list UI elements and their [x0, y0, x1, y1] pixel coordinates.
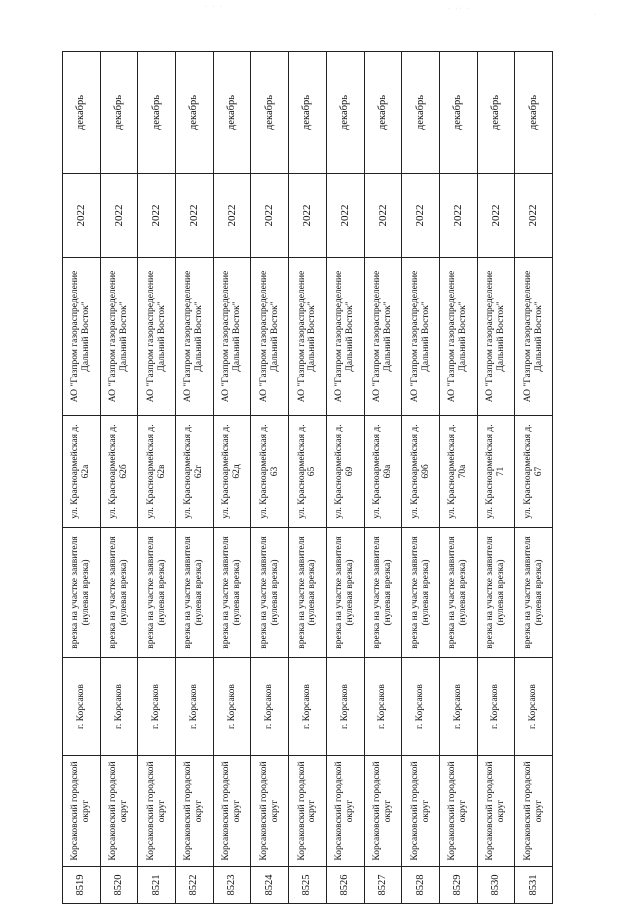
city-cell: г. Корсаков [213, 658, 251, 756]
connection-type-cell: врезка на участке заявителя (нулевая врезка) [402, 528, 440, 658]
table-row [251, 52, 289, 904]
row-number: 8519 [63, 867, 101, 904]
municipality-cell: Корсаковский городской округ [213, 756, 251, 867]
month-cell: декабрь [213, 52, 251, 174]
organization-cell: АО "Газпром газораспределение Дальний Восток" [439, 258, 477, 416]
address-cell: ул. Красноармейская д. 69а [364, 416, 402, 528]
row-number: 8527 [364, 867, 402, 904]
municipality-cell: Корсаковский городской округ [326, 756, 364, 867]
table-row [289, 52, 327, 904]
table-row [138, 52, 176, 904]
table-row [176, 52, 214, 904]
connection-type-cell: врезка на участке заявителя (нулевая врезка) [326, 528, 364, 658]
municipality-cell: Корсаковский городской округ [402, 756, 440, 867]
month-cell: декабрь [477, 52, 515, 174]
year-cell: 2022 [138, 174, 176, 258]
row-number: 8521 [138, 867, 176, 904]
municipality-cell: Корсаковский городской округ [251, 756, 289, 867]
organization-cell: АО "Газпром газораспределение Дальний Восток" [364, 258, 402, 416]
scan-artifact: · · · [205, 4, 224, 10]
year-cell: 2022 [176, 174, 214, 258]
year-cell: 2022 [439, 174, 477, 258]
connection-type-cell: врезка на участке заявителя (нулевая врезка) [515, 528, 553, 658]
month-cell: декабрь [138, 52, 176, 174]
city-cell: г. Корсаков [176, 658, 214, 756]
city-cell: г. Корсаков [477, 658, 515, 756]
table-row [439, 52, 477, 904]
municipality-cell: Корсаковский городской округ [364, 756, 402, 867]
month-cell: декабрь [515, 52, 553, 174]
address-cell: ул. Красноармейская д. 67 [515, 416, 553, 528]
month-cell: декабрь [364, 52, 402, 174]
month-cell: декабрь [326, 52, 364, 174]
year-cell: 2022 [515, 174, 553, 258]
address-cell: ул. Красноармейская д. 65 [289, 416, 327, 528]
table-row [100, 52, 138, 904]
row-number: 8523 [213, 867, 251, 904]
city-cell: г. Корсаков [63, 658, 101, 756]
municipality-cell: Корсаковский городской округ [439, 756, 477, 867]
organization-cell: АО "Газпром газораспределение Дальний Восток" [402, 258, 440, 416]
organization-cell: АО "Газпром газораспределение Дальний Восток" [100, 258, 138, 416]
table-row [63, 52, 101, 904]
year-cell: 2022 [402, 174, 440, 258]
address-cell: ул. Красноармейская д. 69б [402, 416, 440, 528]
municipality-cell: Корсаковский городской округ [289, 756, 327, 867]
table-row [477, 52, 515, 904]
municipality-cell: Корсаковский городской округ [138, 756, 176, 867]
year-cell: 2022 [364, 174, 402, 258]
month-cell: декабрь [100, 52, 138, 174]
row-number: 8522 [176, 867, 214, 904]
organization-cell: АО "Газпром газораспределение Дальний Восток" [138, 258, 176, 416]
city-cell: г. Корсаков [326, 658, 364, 756]
municipality-cell: Корсаковский городской округ [100, 756, 138, 867]
municipality-cell: Корсаковский городской округ [477, 756, 515, 867]
row-number: 8525 [289, 867, 327, 904]
table-row [515, 52, 553, 904]
year-cell: 2022 [213, 174, 251, 258]
city-cell: г. Корсаков [138, 658, 176, 756]
connection-type-cell: врезка на участке заявителя (нулевая врезка) [100, 528, 138, 658]
year-cell: 2022 [251, 174, 289, 258]
row-number: 8528 [402, 867, 440, 904]
municipality-cell: Корсаковский городской округ [176, 756, 214, 867]
row-number: 8530 [477, 867, 515, 904]
table-row [364, 52, 402, 904]
address-cell: ул. Красноармейская д. 62д [213, 416, 251, 528]
organization-cell: АО "Газпром газораспределение Дальний Восток" [289, 258, 327, 416]
row-number: 8529 [439, 867, 477, 904]
table-row [326, 52, 364, 904]
city-cell: г. Корсаков [402, 658, 440, 756]
month-cell: декабрь [289, 52, 327, 174]
address-cell: ул. Красноармейская д. 62в [138, 416, 176, 528]
year-cell: 2022 [477, 174, 515, 258]
connection-type-cell: врезка на участке заявителя (нулевая врезка) [289, 528, 327, 658]
organization-cell: АО "Газпром газораспределение Дальний Восток" [326, 258, 364, 416]
month-cell: декабрь [439, 52, 477, 174]
organization-cell: АО "Газпром газораспределение Дальний Восток" [176, 258, 214, 416]
year-cell: 2022 [63, 174, 101, 258]
organization-cell: АО "Газпром газораспределение Дальний Восток" [477, 258, 515, 416]
connection-type-cell: врезка на участке заявителя (нулевая врезка) [176, 528, 214, 658]
city-cell: г. Корсаков [251, 658, 289, 756]
month-cell: декабрь [251, 52, 289, 174]
organization-cell: АО "Газпром газораспределение Дальний Восток" [515, 258, 553, 416]
row-number: 8524 [251, 867, 289, 904]
connection-type-cell: врезка на участке заявителя (нулевая врезка) [138, 528, 176, 658]
address-cell: ул. Красноармейская д. 71 [477, 416, 515, 528]
table-row [402, 52, 440, 904]
municipality-cell: Корсаковский городской округ [515, 756, 553, 867]
municipality-cell: Корсаковский городской округ [63, 756, 101, 867]
year-cell: 2022 [326, 174, 364, 258]
address-cell: ул. Красноармейская д. 70а [439, 416, 477, 528]
address-cell: ул. Красноармейская д. 62а [63, 416, 101, 528]
connection-type-cell: врезка на участке заявителя (нулевая врезка) [477, 528, 515, 658]
year-cell: 2022 [100, 174, 138, 258]
scan-artifact: · [594, 12, 598, 18]
organization-cell: АО "Газпром газораспределение Дальний Восток" [213, 258, 251, 416]
address-cell: ул. Красноармейская д. 62г [176, 416, 214, 528]
month-cell: декабрь [402, 52, 440, 174]
month-cell: декабрь [63, 52, 101, 174]
city-cell: г. Корсаков [439, 658, 477, 756]
year-cell: 2022 [289, 174, 327, 258]
address-cell: ул. Красноармейская д. 63 [251, 416, 289, 528]
row-number: 8526 [326, 867, 364, 904]
table-body [63, 52, 553, 904]
row-number: 8531 [515, 867, 553, 904]
organization-cell: АО "Газпром газораспределение Дальний Восток" [63, 258, 101, 416]
address-cell: ул. Красноармейская д. 62б [100, 416, 138, 528]
scan-artifact: · ·· · [448, 6, 471, 12]
city-cell: г. Корсаков [364, 658, 402, 756]
city-cell: г. Корсаков [289, 658, 327, 756]
city-cell: г. Корсаков [515, 658, 553, 756]
month-cell: декабрь [176, 52, 214, 174]
connection-type-cell: врезка на участке заявителя (нулевая врезка) [439, 528, 477, 658]
gas-connection-table [62, 51, 553, 904]
connection-type-cell: врезка на участке заявителя (нулевая врезка) [63, 528, 101, 658]
address-cell: ул. Красноармейская д. 69 [326, 416, 364, 528]
connection-type-cell: врезка на участке заявителя (нулевая врезка) [364, 528, 402, 658]
table-row [213, 52, 251, 904]
row-number: 8520 [100, 867, 138, 904]
connection-type-cell: врезка на участке заявителя (нулевая врезка) [251, 528, 289, 658]
connection-type-cell: врезка на участке заявителя (нулевая врезка) [213, 528, 251, 658]
city-cell: г. Корсаков [100, 658, 138, 756]
rotated-table-container [62, 52, 553, 904]
organization-cell: АО "Газпром газораспределение Дальний Восток" [251, 258, 289, 416]
